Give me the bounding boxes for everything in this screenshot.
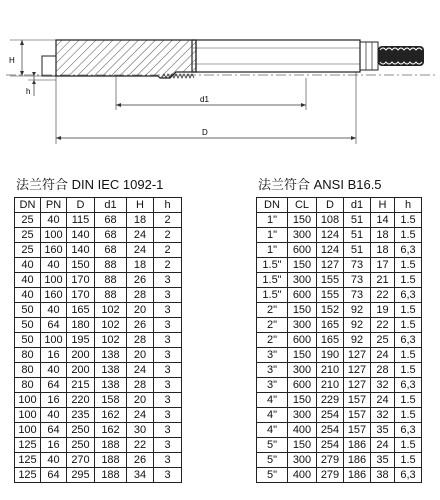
table-row bbox=[15, 228, 182, 243]
table-cell: 3 bbox=[154, 438, 182, 453]
table-cell: 73 bbox=[344, 273, 371, 288]
table-row bbox=[257, 363, 422, 378]
table-cell: 80 bbox=[15, 378, 41, 393]
table-cell: 200 bbox=[67, 363, 95, 378]
table-cell: 300 bbox=[288, 408, 317, 423]
table-cell: 220 bbox=[67, 393, 95, 408]
table-cell: 160 bbox=[41, 288, 67, 303]
column-header: D bbox=[317, 198, 344, 213]
column-header: DN bbox=[257, 198, 288, 213]
table-cell: 2 bbox=[154, 228, 182, 243]
table-row bbox=[257, 378, 422, 393]
table-row bbox=[15, 288, 182, 303]
table-cell: 4" bbox=[257, 423, 288, 438]
table-cell: 2" bbox=[257, 303, 288, 318]
table-cell: 38 bbox=[371, 468, 395, 483]
table-cell: 6,3 bbox=[395, 288, 422, 303]
table-cell: 165 bbox=[317, 333, 344, 348]
pipe-end-fitting bbox=[360, 42, 378, 70]
table-cell: 3 bbox=[154, 378, 182, 393]
table-cell: 186 bbox=[344, 453, 371, 468]
table-cell: 1.5 bbox=[395, 228, 422, 243]
table-cell: 92 bbox=[344, 318, 371, 333]
table-cell: 157 bbox=[344, 423, 371, 438]
table-cell: 19 bbox=[371, 303, 395, 318]
table-cell: 157 bbox=[344, 408, 371, 423]
table-row bbox=[257, 468, 422, 483]
table-cell: 16 bbox=[41, 348, 67, 363]
table-cell: 100 bbox=[41, 228, 67, 243]
table-cell: 200 bbox=[67, 348, 95, 363]
table-row bbox=[257, 228, 422, 243]
table-cell: 68 bbox=[95, 228, 127, 243]
table-row bbox=[257, 243, 422, 258]
table-cell: 250 bbox=[67, 438, 95, 453]
table-cell: 180 bbox=[67, 318, 95, 333]
table-cell: 186 bbox=[344, 438, 371, 453]
table-cell: 157 bbox=[344, 393, 371, 408]
table-cell: 1" bbox=[257, 243, 288, 258]
table-cell: 1.5 bbox=[395, 408, 422, 423]
table-cell: 40 bbox=[15, 258, 41, 273]
table-cell: 300 bbox=[288, 273, 317, 288]
table-cell: 400 bbox=[288, 468, 317, 483]
table-cell: 210 bbox=[317, 378, 344, 393]
table-cell: 68 bbox=[95, 213, 127, 228]
table-cell: 100 bbox=[15, 408, 41, 423]
table-cell: 25 bbox=[15, 213, 41, 228]
table-cell: 6,3 bbox=[395, 333, 422, 348]
table-cell: 24 bbox=[371, 438, 395, 453]
dim-label-d1: d1 bbox=[200, 95, 209, 104]
pipe-body bbox=[192, 40, 360, 72]
table-row bbox=[15, 213, 182, 228]
flange-section bbox=[56, 40, 196, 78]
table-cell: 138 bbox=[95, 348, 127, 363]
table-cell: 1.5" bbox=[257, 288, 288, 303]
table-cell: 1.5 bbox=[395, 213, 422, 228]
table-cell: 3" bbox=[257, 378, 288, 393]
table-cell: 51 bbox=[344, 228, 371, 243]
table-row bbox=[15, 378, 182, 393]
table-row bbox=[257, 438, 422, 453]
table-cell: 100 bbox=[41, 273, 67, 288]
table-cell: 254 bbox=[317, 423, 344, 438]
table-cell: 188 bbox=[95, 438, 127, 453]
table-cell: 235 bbox=[67, 408, 95, 423]
table-cell: 270 bbox=[67, 453, 95, 468]
table-cell: 295 bbox=[67, 468, 95, 483]
table-cell: 150 bbox=[288, 348, 317, 363]
table-row bbox=[257, 453, 422, 468]
column-header: DN bbox=[15, 198, 41, 213]
table-cell: 300 bbox=[288, 363, 317, 378]
table-cell: 68 bbox=[95, 243, 127, 258]
table-cell: 165 bbox=[317, 318, 344, 333]
table-cell: 102 bbox=[95, 318, 127, 333]
table-cell: 5" bbox=[257, 438, 288, 453]
dim-label-h: h bbox=[26, 87, 31, 96]
ansi-flange-table bbox=[256, 197, 422, 483]
table-cell: 6,3 bbox=[395, 378, 422, 393]
table-cell: 125 bbox=[15, 438, 41, 453]
table-cell: 50 bbox=[15, 318, 41, 333]
table-cell: 40 bbox=[15, 288, 41, 303]
table-cell: 155 bbox=[317, 288, 344, 303]
table-cell: 24 bbox=[127, 228, 154, 243]
table-cell: 40 bbox=[41, 363, 67, 378]
table-cell: 22 bbox=[127, 438, 154, 453]
table-cell: 100 bbox=[15, 423, 41, 438]
table-cell: 50 bbox=[15, 333, 41, 348]
table-cell: 40 bbox=[41, 453, 67, 468]
table-cell: 1" bbox=[257, 228, 288, 243]
table-cell: 2 bbox=[154, 243, 182, 258]
table-cell: 1.5 bbox=[395, 303, 422, 318]
table-cell: 279 bbox=[317, 468, 344, 483]
table-cell: 300 bbox=[288, 453, 317, 468]
table-cell: 64 bbox=[41, 468, 67, 483]
table-cell: 3 bbox=[154, 468, 182, 483]
table-header-row bbox=[15, 198, 182, 213]
table-cell: 40 bbox=[41, 408, 67, 423]
table-cell: 600 bbox=[288, 333, 317, 348]
table-cell: 92 bbox=[344, 333, 371, 348]
table-cell: 190 bbox=[317, 348, 344, 363]
table-cell: 25 bbox=[15, 243, 41, 258]
table-cell: 3 bbox=[154, 348, 182, 363]
table-row bbox=[257, 303, 422, 318]
table-cell: 170 bbox=[67, 273, 95, 288]
table-row bbox=[15, 468, 182, 483]
table-cell: 3 bbox=[154, 318, 182, 333]
table-cell: 17 bbox=[371, 258, 395, 273]
table-cell: 73 bbox=[344, 288, 371, 303]
table-cell: 5" bbox=[257, 453, 288, 468]
table-cell: 28 bbox=[127, 333, 154, 348]
table-cell: 40 bbox=[41, 258, 67, 273]
table-cell: 28 bbox=[371, 363, 395, 378]
table-cell: 150 bbox=[288, 213, 317, 228]
table-row bbox=[257, 423, 422, 438]
table-cell: 254 bbox=[317, 438, 344, 453]
table-cell: 124 bbox=[317, 228, 344, 243]
table-cell: 40 bbox=[41, 213, 67, 228]
table-cell: 127 bbox=[317, 258, 344, 273]
table-cell: 3" bbox=[257, 363, 288, 378]
table-cell: 600 bbox=[288, 378, 317, 393]
table-cell: 162 bbox=[95, 423, 127, 438]
table-cell: 3 bbox=[154, 393, 182, 408]
table-cell: 2 bbox=[154, 258, 182, 273]
table-cell: 158 bbox=[95, 393, 127, 408]
table-cell: 127 bbox=[344, 378, 371, 393]
table-cell: 80 bbox=[15, 348, 41, 363]
column-header: H bbox=[371, 198, 395, 213]
table-cell: 150 bbox=[288, 393, 317, 408]
table-cell: 150 bbox=[288, 438, 317, 453]
table-cell: 18 bbox=[127, 258, 154, 273]
table-cell: 4" bbox=[257, 393, 288, 408]
table-cell: 18 bbox=[127, 213, 154, 228]
table-cell: 600 bbox=[288, 288, 317, 303]
table-cell: 92 bbox=[344, 303, 371, 318]
table-cell: 24 bbox=[127, 243, 154, 258]
table-cell: 1.5" bbox=[257, 273, 288, 288]
table-cell: 28 bbox=[127, 288, 154, 303]
table-cell: 170 bbox=[67, 288, 95, 303]
column-header: H bbox=[127, 198, 154, 213]
table-cell: 25 bbox=[371, 333, 395, 348]
table-cell: 1.5 bbox=[395, 318, 422, 333]
table-cell: 20 bbox=[127, 348, 154, 363]
table-row bbox=[15, 243, 182, 258]
dim-label-H: H bbox=[9, 56, 15, 65]
flange-cross-section-drawing bbox=[0, 0, 440, 160]
table-cell: 102 bbox=[95, 303, 127, 318]
table-cell: 26 bbox=[127, 273, 154, 288]
table-row bbox=[257, 213, 422, 228]
table-cell: 20 bbox=[127, 303, 154, 318]
table-cell: 40 bbox=[41, 303, 67, 318]
table-cell: 150 bbox=[288, 303, 317, 318]
table-header-row bbox=[257, 198, 422, 213]
table-row bbox=[257, 273, 422, 288]
table-cell: 300 bbox=[288, 318, 317, 333]
table-cell: 1.5 bbox=[395, 258, 422, 273]
table-cell: 34 bbox=[127, 468, 154, 483]
table-cell: 108 bbox=[317, 213, 344, 228]
table-row bbox=[257, 318, 422, 333]
table-row bbox=[15, 318, 182, 333]
table-cell: 22 bbox=[371, 318, 395, 333]
table-cell: 6,3 bbox=[395, 423, 422, 438]
din-flange-table bbox=[14, 197, 182, 483]
table-cell: 115 bbox=[67, 213, 95, 228]
table-cell: 16 bbox=[41, 393, 67, 408]
table-cell: 88 bbox=[95, 273, 127, 288]
table-cell: 150 bbox=[67, 258, 95, 273]
column-header: d1 bbox=[344, 198, 371, 213]
table-cell: 250 bbox=[67, 423, 95, 438]
table-cell: 2 bbox=[154, 213, 182, 228]
table-cell: 18 bbox=[371, 228, 395, 243]
table-cell: 24 bbox=[127, 408, 154, 423]
table-cell: 3 bbox=[154, 423, 182, 438]
table-cell: 165 bbox=[67, 303, 95, 318]
corrugated-hose-icon bbox=[378, 46, 424, 66]
table-cell: 3 bbox=[154, 408, 182, 423]
table-cell: 1.5" bbox=[257, 258, 288, 273]
table-cell: 152 bbox=[317, 303, 344, 318]
table-cell: 150 bbox=[288, 258, 317, 273]
ansi-table-caption: 法兰符合 ANSI B16.5 bbox=[258, 177, 382, 192]
table-cell: 2" bbox=[257, 333, 288, 348]
table-cell: 3 bbox=[154, 363, 182, 378]
table-cell: 195 bbox=[67, 333, 95, 348]
table-cell: 1.5 bbox=[395, 438, 422, 453]
table-cell: 24 bbox=[127, 363, 154, 378]
table-cell: 160 bbox=[41, 243, 67, 258]
table-row bbox=[257, 288, 422, 303]
table-cell: 28 bbox=[127, 378, 154, 393]
table-cell: 124 bbox=[317, 243, 344, 258]
table-cell: 125 bbox=[15, 453, 41, 468]
table-cell: 6,3 bbox=[395, 243, 422, 258]
table-row bbox=[15, 423, 182, 438]
table-cell: 32 bbox=[371, 378, 395, 393]
table-row bbox=[15, 408, 182, 423]
din-table-caption: 法兰符合 DIN IEC 1092-1 bbox=[16, 177, 164, 192]
table-cell: 50 bbox=[15, 303, 41, 318]
table-cell: 279 bbox=[317, 453, 344, 468]
table-row bbox=[15, 453, 182, 468]
table-cell: 26 bbox=[127, 318, 154, 333]
table-cell: 1.5 bbox=[395, 348, 422, 363]
column-header: d1 bbox=[95, 198, 127, 213]
table-cell: 14 bbox=[371, 213, 395, 228]
table-cell: 1.5 bbox=[395, 393, 422, 408]
table-cell: 127 bbox=[344, 348, 371, 363]
table-cell: 3 bbox=[154, 273, 182, 288]
table-cell: 155 bbox=[317, 273, 344, 288]
column-header: CL bbox=[288, 198, 317, 213]
table-cell: 88 bbox=[95, 258, 127, 273]
table-cell: 64 bbox=[41, 318, 67, 333]
table-cell: 188 bbox=[95, 468, 127, 483]
table-cell: 3 bbox=[154, 303, 182, 318]
dim-label-D: D bbox=[202, 128, 208, 137]
table-row bbox=[15, 273, 182, 288]
table-cell: 140 bbox=[67, 228, 95, 243]
table-cell: 80 bbox=[15, 363, 41, 378]
table-cell: 64 bbox=[41, 378, 67, 393]
table-cell: 51 bbox=[344, 243, 371, 258]
table-row bbox=[257, 408, 422, 423]
table-cell: 3 bbox=[154, 333, 182, 348]
table-cell: 4" bbox=[257, 408, 288, 423]
table-cell: 1.5 bbox=[395, 273, 422, 288]
column-header: PN bbox=[41, 198, 67, 213]
table-row bbox=[15, 438, 182, 453]
table-cell: 100 bbox=[15, 393, 41, 408]
table-row bbox=[15, 333, 182, 348]
table-row bbox=[15, 363, 182, 378]
table-cell: 25 bbox=[15, 228, 41, 243]
column-header: D bbox=[67, 198, 95, 213]
table-row bbox=[257, 333, 422, 348]
table-cell: 5" bbox=[257, 468, 288, 483]
table-row bbox=[15, 303, 182, 318]
table-cell: 254 bbox=[317, 408, 344, 423]
table-row bbox=[257, 348, 422, 363]
table-cell: 400 bbox=[288, 423, 317, 438]
table-cell: 162 bbox=[95, 408, 127, 423]
table-cell: 1" bbox=[257, 213, 288, 228]
table-cell: 215 bbox=[67, 378, 95, 393]
table-cell: 125 bbox=[15, 468, 41, 483]
table-cell: 18 bbox=[371, 243, 395, 258]
table-cell: 138 bbox=[95, 378, 127, 393]
table-cell: 35 bbox=[371, 423, 395, 438]
table-cell: 1.5 bbox=[395, 453, 422, 468]
table-cell: 20 bbox=[127, 393, 154, 408]
table-cell: 21 bbox=[371, 273, 395, 288]
table-cell: 3" bbox=[257, 348, 288, 363]
table-cell: 3 bbox=[154, 453, 182, 468]
table-cell: 88 bbox=[95, 288, 127, 303]
table-cell: 138 bbox=[95, 363, 127, 378]
flange-hub bbox=[42, 56, 56, 76]
table-cell: 6,3 bbox=[395, 468, 422, 483]
table-cell: 22 bbox=[371, 288, 395, 303]
table-cell: 24 bbox=[371, 348, 395, 363]
column-header: h bbox=[154, 198, 182, 213]
table-row bbox=[257, 393, 422, 408]
column-header: h bbox=[395, 198, 422, 213]
table-cell: 186 bbox=[344, 468, 371, 483]
table-cell: 1.5 bbox=[395, 363, 422, 378]
table-cell: 64 bbox=[41, 423, 67, 438]
table-cell: 16 bbox=[41, 438, 67, 453]
table-cell: 300 bbox=[288, 228, 317, 243]
table-cell: 3 bbox=[154, 288, 182, 303]
table-cell: 127 bbox=[344, 363, 371, 378]
table-cell: 35 bbox=[371, 453, 395, 468]
table-cell: 210 bbox=[317, 363, 344, 378]
table-cell: 40 bbox=[15, 273, 41, 288]
table-cell: 32 bbox=[371, 408, 395, 423]
table-cell: 229 bbox=[317, 393, 344, 408]
table-cell: 100 bbox=[41, 333, 67, 348]
table-cell: 188 bbox=[95, 453, 127, 468]
table-row bbox=[15, 348, 182, 363]
table-cell: 51 bbox=[344, 213, 371, 228]
table-cell: 24 bbox=[371, 393, 395, 408]
table-cell: 140 bbox=[67, 243, 95, 258]
table-cell: 600 bbox=[288, 243, 317, 258]
table-cell: 26 bbox=[127, 453, 154, 468]
table-cell: 2" bbox=[257, 318, 288, 333]
table-row bbox=[15, 393, 182, 408]
table-cell: 73 bbox=[344, 258, 371, 273]
table-cell: 102 bbox=[95, 333, 127, 348]
table-row bbox=[257, 258, 422, 273]
table-row bbox=[15, 258, 182, 273]
table-cell: 30 bbox=[127, 423, 154, 438]
